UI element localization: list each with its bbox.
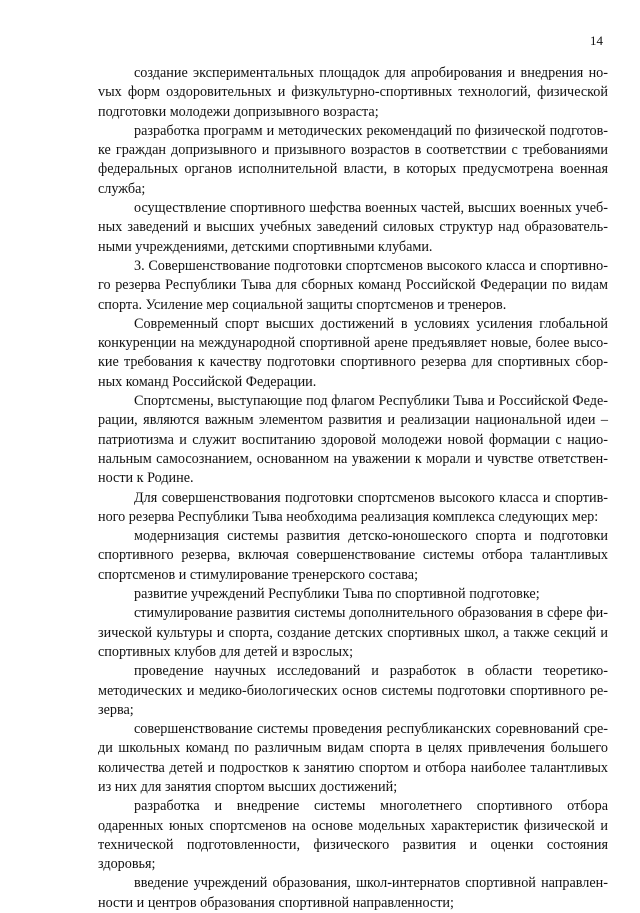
paragraph-12: совершенствование системы проведения республиканских соревнований среди школьных команд по различным видам спорта в целях привлечения большего количества детей и подростков к занятию спортом и отбора наиболее талантливых из них для занятия спортом высших достижений; (98, 721, 608, 795)
paragraph-4: 3. Совершенствование подготовки спортсменов высокого класса и спортивного резерва Республики Тыва для сборных команд Российской Федерации по видам спорта. Усиление мер социальной защиты спортсменов и тренеров. (98, 257, 608, 313)
paragraph-1: создание экспериментальных площадок для апробирования и внедрения ноvых форм оздоровительных и физкультурно-спортивных технологий, физической подготовки молодежи допризывного возраста; (98, 65, 608, 120)
document-body (98, 64, 608, 913)
paragraph-13: разработка и внедрение системы многолетнего спортивного отбора одаренных юных спортсменов на основе модельных характеристик физической и технической подготовленности, физического развития и оценки состояния здоровья; (98, 798, 608, 873)
paragraph-11: проведение научных исследований и разработок в области теоретико-методических и медико-биологических основ системы подготовки спортивного резерва; (98, 663, 608, 718)
paragraph-8: модернизация системы развития детско-юношеского спорта и подготовки спортивного резерва, включая совершенствование системы отбора талантливых спортсменов и стимулирование тренерского состава; (98, 528, 608, 583)
paragraph-6: Спортсмены, выступающие под флагом Республики Тыва и Российской Федерации, являются важным элементом развития и реализации национальной идеи – патриотизма и служит воспитанию здоровой молодежи новой формации с национальным самосознанием, основанном на уважении к морали и чувстве ответственности к Родине. (98, 393, 608, 487)
paragraph-5: Современный спорт высших достижений в условиях усиления глобальной конкуренции на международной спортивной арене предъявляет новые, более высокие требования к качеству подготовки спортивного резерва для спортивных сборных команд Российской Федерации. (98, 315, 608, 390)
paragraph-10: стимулирование развития системы дополнительного образования в сфере физической культуры и спорта, создание детских спортивных школ, а также секций и спортивных клубов для детей и взрослых; (98, 605, 608, 660)
page-number: 14 (590, 33, 603, 48)
paragraph-2: разработка программ и методических рекомендаций по физической подготовке граждан допризывного и призывного возрастов в соответствии с требованиями федеральных органов исполнительной власти, в которых предусмотрена военная служба; (98, 122, 608, 197)
paragraph-14: введение учреждений образования, школ-интернатов спортивной направленности и центров образования спортивной направленности; (98, 875, 608, 911)
paragraph-9: развитие учреждений Республики Тыва по спортивной подготовке; (134, 586, 540, 603)
paragraph-3: осуществление спортивного шефства военных частей, высших военных учебных заведений и высших учебных заведений силовых структур над образовательными учреждениями, детскими спортивными клубами. (98, 200, 608, 255)
paragraph-7: Для совершенствования подготовки спортсменов высокого класса и спортивного резерва Республики Тыва необходима реализация комплекса следующих мер: (98, 489, 608, 525)
